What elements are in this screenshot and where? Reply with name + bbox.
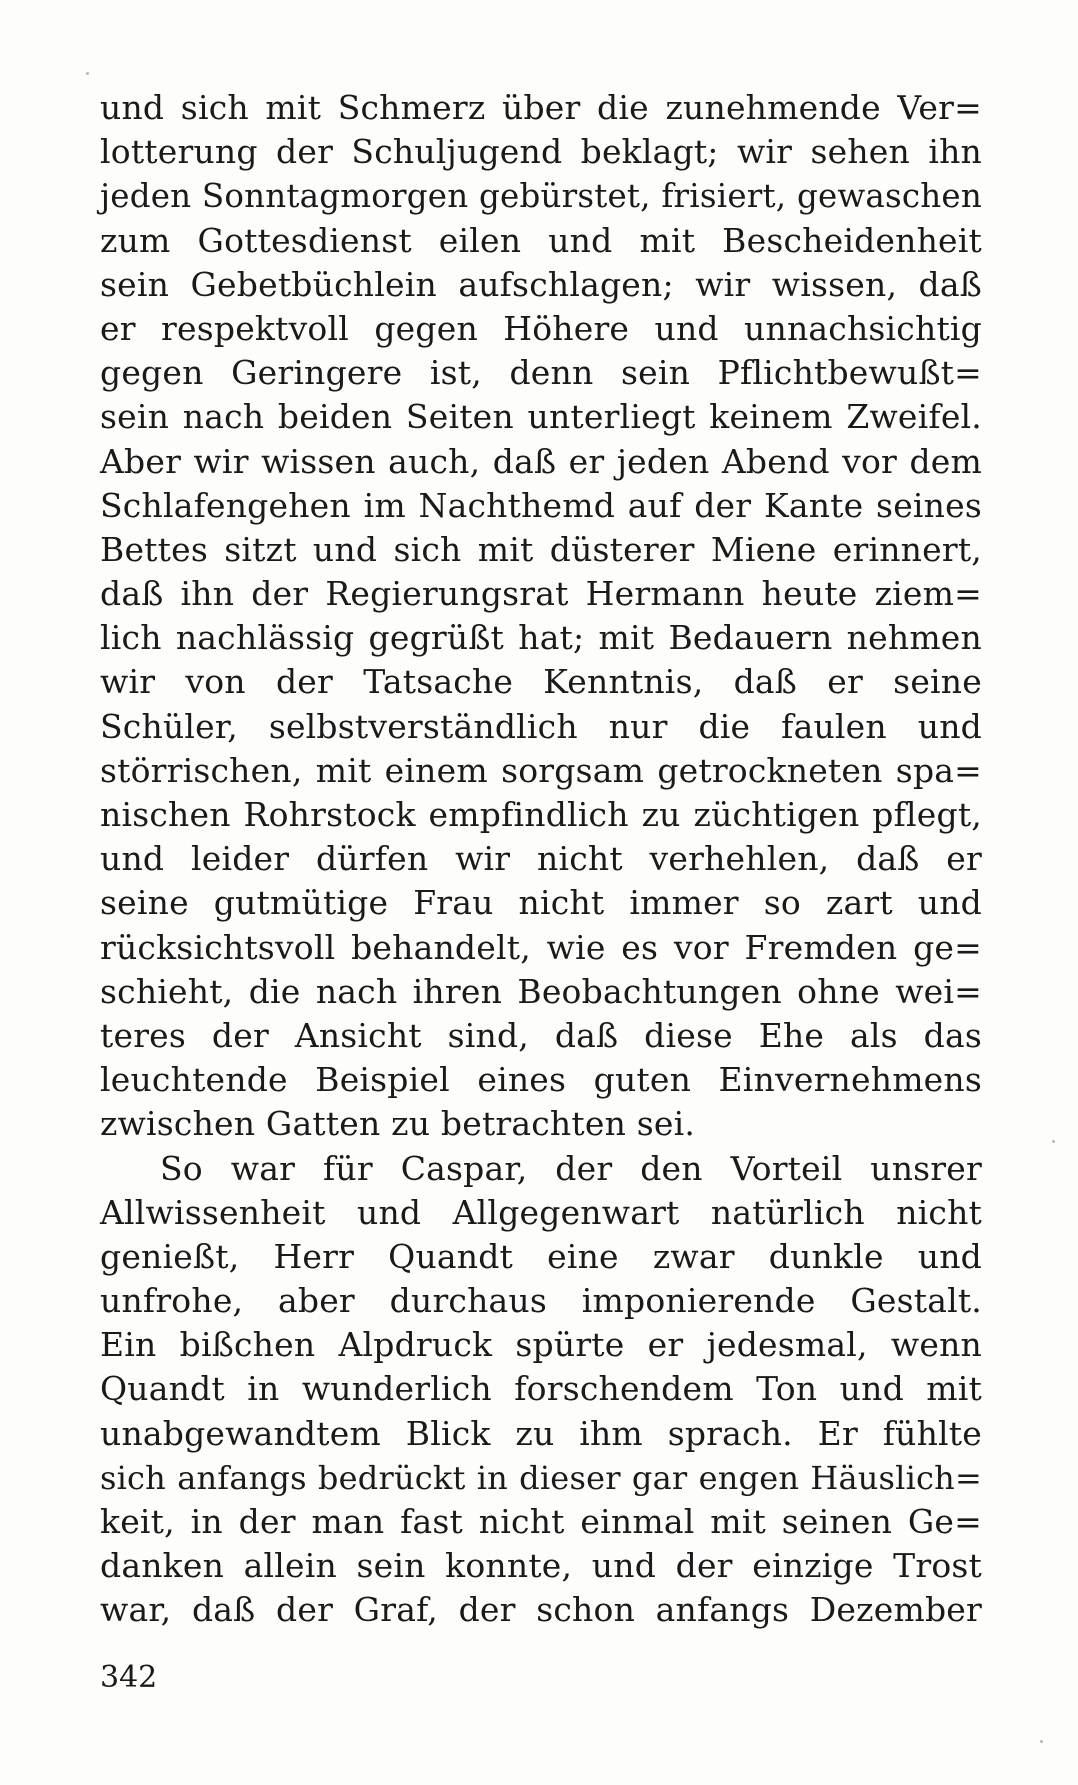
page-number: 342 (100, 1660, 158, 1695)
text-line: Aber wir wissen auch, daß er jeden Abend vor dem (100, 441, 982, 481)
text-line: daß ihn der Regierungsrat Hermann heute ziem= (100, 574, 982, 614)
text-line: er respektvoll gegen Höhere und unnachsichtig (100, 308, 982, 348)
text-line: unfrohe, aber durchaus imponierende Gestalt. (100, 1281, 982, 1321)
text-line: Schlafengehen im Nachthemd auf der Kante seines (100, 485, 982, 525)
text-line: zum Gottesdienst eilen und mit Bescheidenheit (100, 220, 982, 260)
text-line: nischen Rohrstock empfindlich zu züchtigen pflegt, (100, 795, 982, 834)
text-line: störrischen, mit einem sorgsam getrockneten spa= (100, 750, 982, 790)
text-line: lich nachlässig gegrüßt hat; mit Bedauern nehmen (100, 618, 982, 658)
text-line: keit, in der man fast nicht einmal mit seinen Ge= (100, 1502, 982, 1541)
paragraph-end-line: zwischen Gatten zu betrachten sei. (100, 1104, 696, 1144)
body-text (100, 86, 982, 1633)
text-line: gegen Geringere ist, denn sein Pflichtbewußt= (100, 353, 982, 393)
text-line: danken allein sein konnte, und der einzige Trost (100, 1546, 982, 1586)
text-line: lotterung der Schuljugend beklagt; wir sehen ihn (100, 132, 982, 172)
text-line: Allwissenheit und Allgegenwart natürlich nicht (100, 1192, 982, 1232)
text-line: sein nach beiden Seiten unterliegt keinem Zweifel. (100, 397, 982, 437)
text-line: leuchtende Beispiel eines guten Einvernehmens (100, 1060, 982, 1100)
text-line: wir von der Tatsache Kenntnis, daß er seine (100, 662, 982, 702)
text-line: unabgewandtem Blick zu ihm sprach. Er fühlte (100, 1413, 982, 1453)
paper-speck (1040, 1740, 1043, 1743)
text-line: Schüler, selbstverständlich nur die faulen und (100, 706, 982, 746)
text-line: und leider dürfen wir nicht verhehlen, daß er (100, 839, 982, 879)
text-line: Ein bißchen Alpdruck spürte er jedesmal, wenn (100, 1325, 982, 1365)
text-line: seine gutmütige Frau nicht immer so zart und (100, 883, 982, 923)
text-line: und sich mit Schmerz über die zunehmende Ver= (100, 88, 982, 127)
text-line: sich anfangs bedrückt in dieser gar engen Häuslich= (100, 1458, 982, 1497)
text-line: schieht, die nach ihren Beobachtungen ohne wei= (100, 971, 982, 1011)
paper-speck (86, 72, 89, 75)
text-line: Bettes sitzt und sich mit düsterer Miene erinnert, (100, 529, 982, 569)
paragraph-start-line: So war für Caspar, der den Vorteil unsrer (160, 1148, 982, 1188)
paper-speck (1052, 1140, 1055, 1143)
text-line: genießt, Herr Quandt eine zwar dunkle und (100, 1236, 982, 1276)
text-line: war, daß der Graf, der schon anfangs Dezember (100, 1590, 982, 1630)
text-line: Quandt in wunderlich forschendem Ton und mit (100, 1369, 982, 1409)
text-line: teres der Ansicht sind, daß diese Ehe als das (100, 1015, 982, 1055)
text-line: sein Gebetbüchlein aufschlagen; wir wissen, daß (100, 264, 982, 304)
text-line: jeden Sonntagmorgen gebürstet, frisiert, gewaschen (100, 177, 982, 216)
text-line: rücksichtsvoll behandelt, wie es vor Fremden ge= (100, 927, 982, 967)
